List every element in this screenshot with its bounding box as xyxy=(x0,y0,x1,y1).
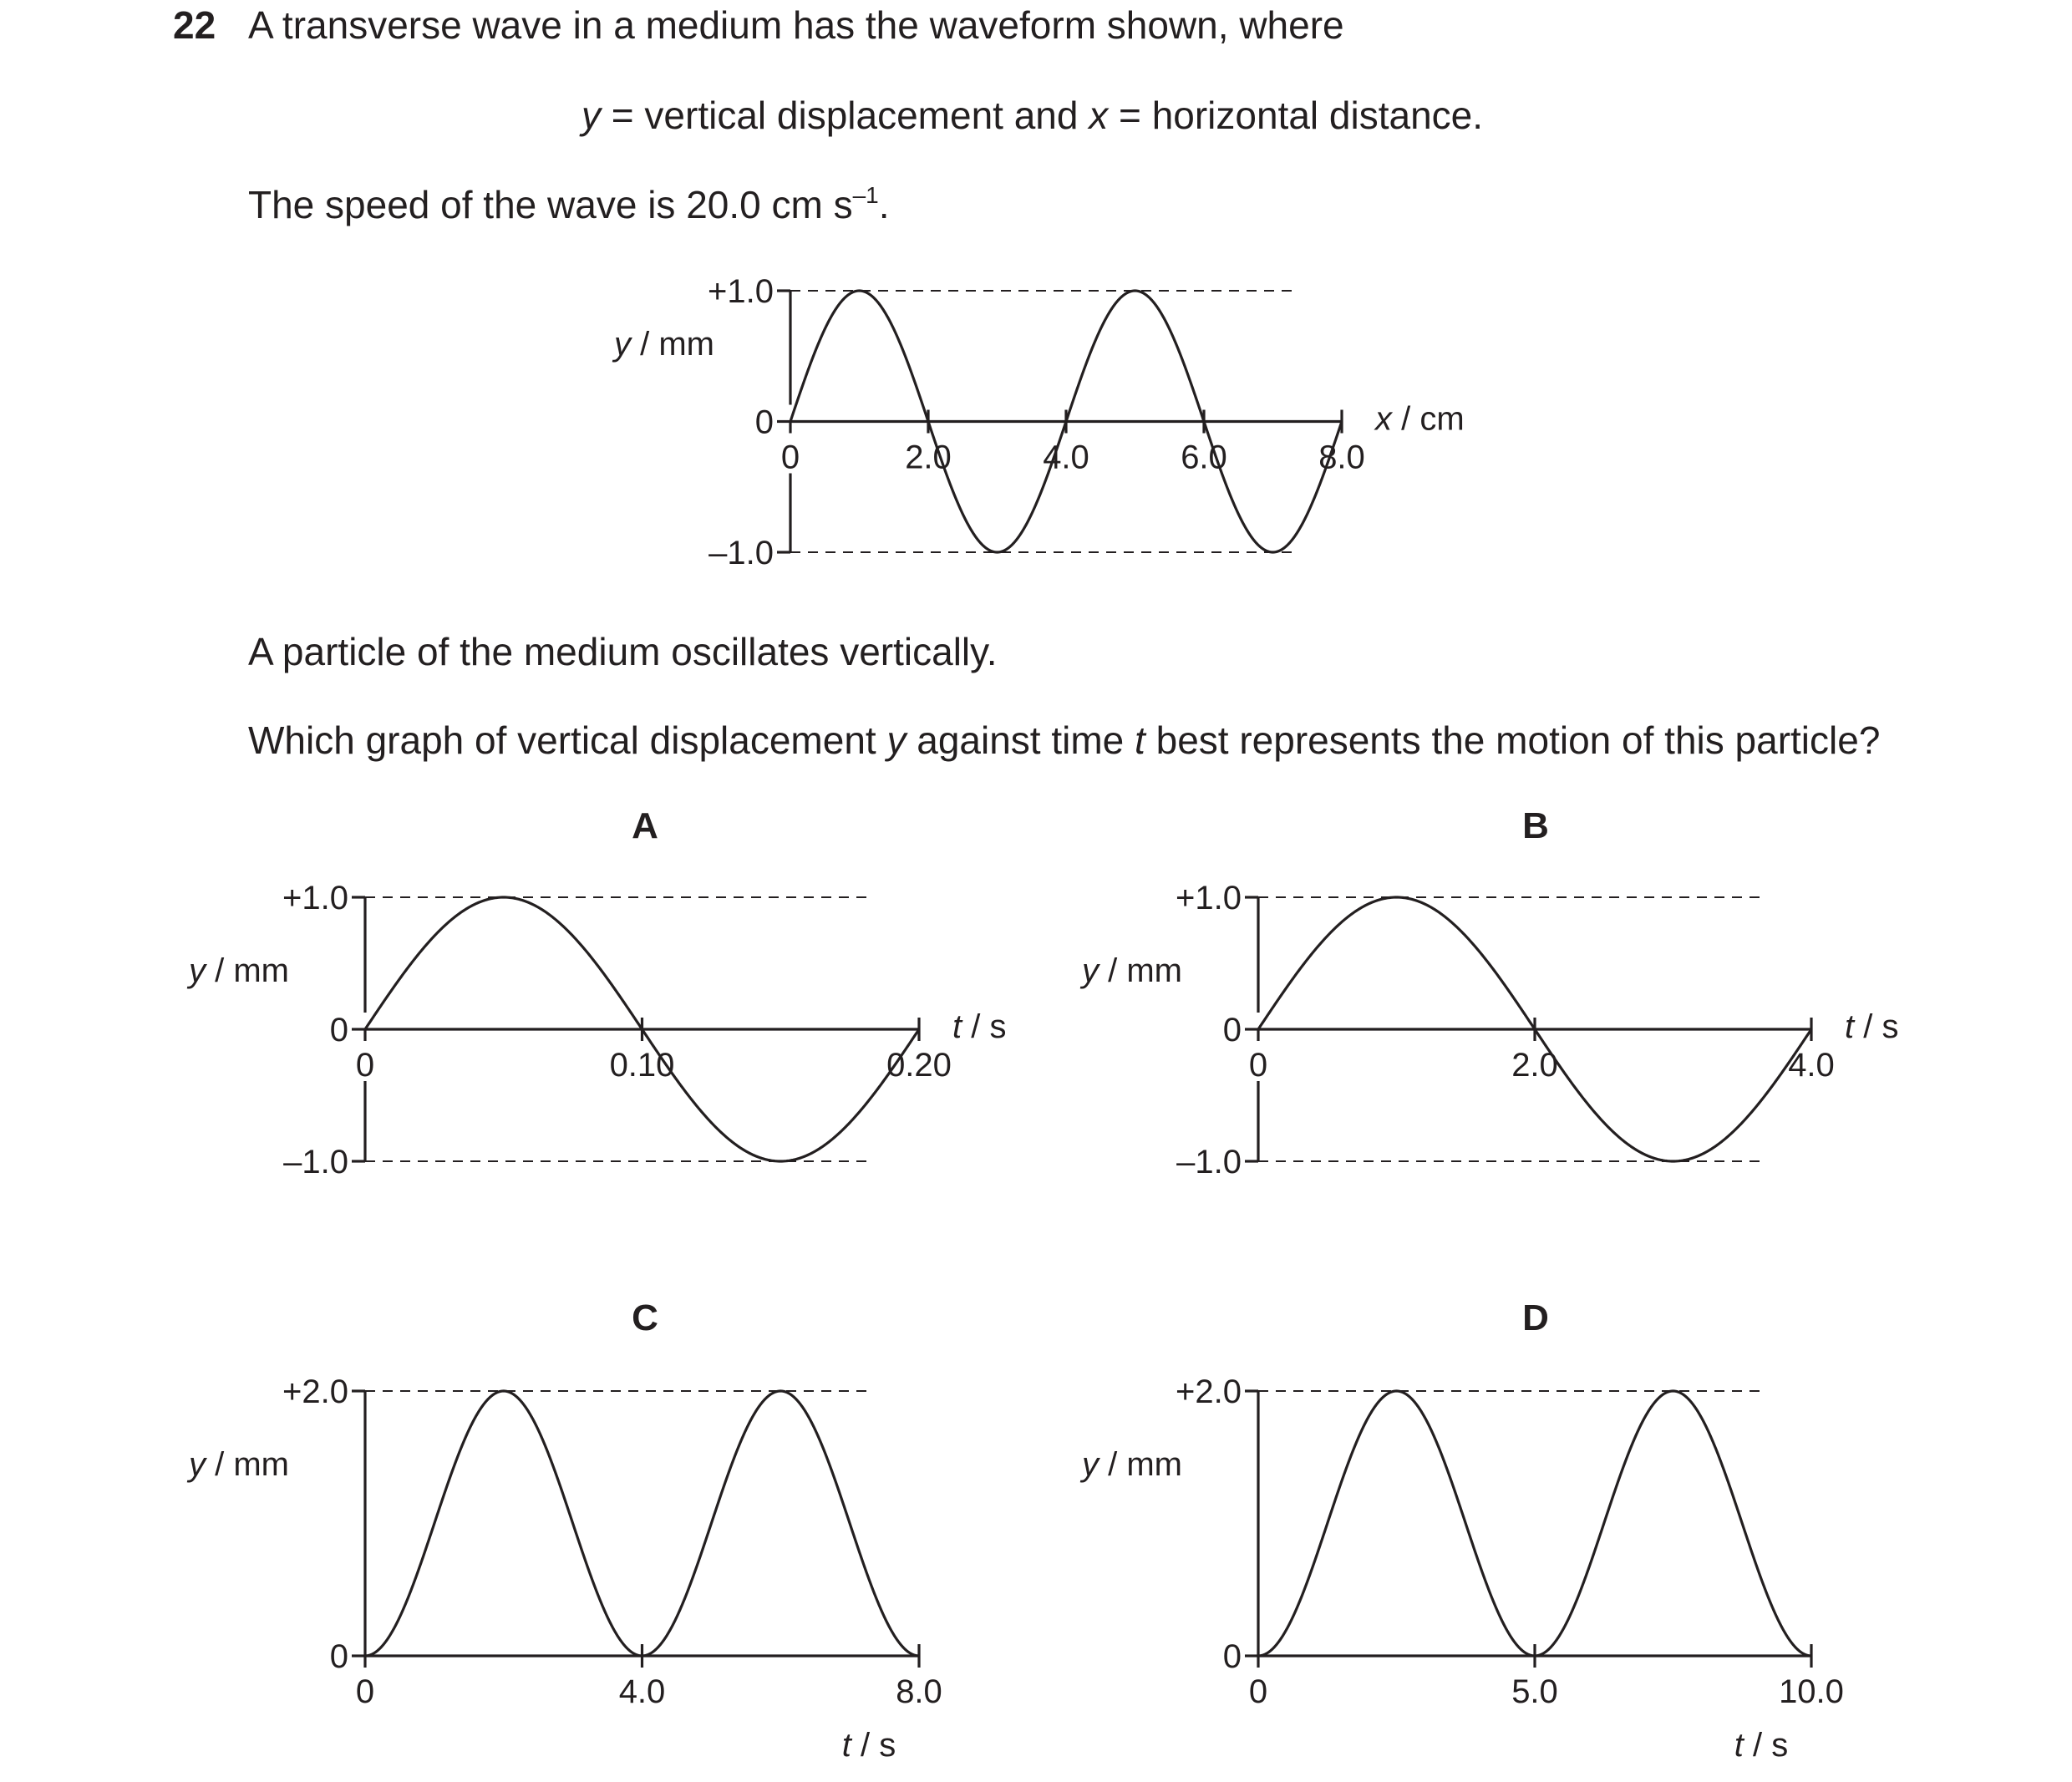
graph-D xyxy=(1079,1373,1844,1764)
x-tick-label: 4.0 xyxy=(618,1673,666,1710)
y-tick-label: –1.0 xyxy=(1176,1144,1242,1180)
x-tick-label: 10.0 xyxy=(1779,1673,1844,1710)
question-number: 22 xyxy=(173,3,216,47)
x-tick-label: 4.0 xyxy=(1043,439,1089,476)
x-tick-label: 8.0 xyxy=(1318,439,1365,476)
y-definition: = vertical displacement and xyxy=(601,94,1089,137)
prompt-part-3: best represents the motion of this particle? xyxy=(1145,718,1881,762)
particle-statement: A particle of the medium oscillates vertically. xyxy=(248,630,998,673)
y-tick-label: 0 xyxy=(754,404,774,441)
y-axis-title: y / mm xyxy=(1082,1446,1182,1483)
y-tick-label: +2.0 xyxy=(282,1373,348,1410)
y-axis-title: y / mm xyxy=(189,952,289,989)
option-a-label: A xyxy=(632,805,658,846)
y-tick-label: +1.0 xyxy=(1176,880,1242,916)
graph-C xyxy=(186,1373,942,1764)
x-tick-label: 0 xyxy=(780,439,800,476)
x-tick-label: 0.20 xyxy=(886,1047,952,1084)
y-tick-label: 0 xyxy=(329,1638,348,1675)
y-variable: y xyxy=(581,94,601,137)
option-d-label: D xyxy=(1522,1297,1549,1338)
graph-waveform xyxy=(612,273,1465,571)
graph-A xyxy=(186,880,1006,1180)
speed-text: The speed of the wave is 20.0 cm s xyxy=(248,183,853,226)
x-axis-title: t / s xyxy=(952,1008,1007,1045)
x-variable: x xyxy=(1089,94,1109,137)
x-tick-label: 2.0 xyxy=(1511,1047,1558,1084)
option-c-label: C xyxy=(632,1297,658,1338)
x-tick-label: 6.0 xyxy=(1181,439,1227,476)
prompt-part-1: Which graph of vertical displacement xyxy=(248,718,887,762)
x-axis-title: t / s xyxy=(1845,1008,1899,1045)
y-axis-title: y / mm xyxy=(614,326,714,363)
y-tick-label: +2.0 xyxy=(1176,1373,1242,1410)
x-axis-title: t / s xyxy=(841,1727,896,1764)
waveform-curve xyxy=(1258,1391,1811,1656)
y-axis-title: y / mm xyxy=(189,1446,289,1483)
y-tick-label: +1.0 xyxy=(708,273,774,310)
y-tick-label: –1.0 xyxy=(708,535,774,571)
prompt-t-variable: t xyxy=(1135,718,1145,762)
x-tick-label: 2.0 xyxy=(905,439,952,476)
waveform-curve xyxy=(365,1391,919,1656)
x-tick-label: 4.0 xyxy=(1788,1047,1835,1084)
y-tick-label: 0 xyxy=(1222,1012,1242,1048)
y-axis-title: y / mm xyxy=(1082,952,1182,989)
y-tick-label: 0 xyxy=(1222,1638,1242,1675)
x-tick-label: 0 xyxy=(1248,1673,1268,1710)
x-tick-label: 0 xyxy=(355,1047,375,1084)
prompt-y-variable: y xyxy=(886,718,906,762)
option-b-label: B xyxy=(1522,805,1549,846)
x-tick-label: 5.0 xyxy=(1511,1673,1558,1710)
speed-end: . xyxy=(878,183,890,226)
question-intro: A transverse wave in a medium has the waveform shown, where xyxy=(248,3,1344,47)
y-tick-label: 0 xyxy=(329,1012,348,1048)
x-axis-title: t / s xyxy=(1734,1727,1789,1764)
speed-exponent: –1 xyxy=(852,182,879,208)
prompt-part-2: against time xyxy=(906,718,1135,762)
x-tick-label: 8.0 xyxy=(896,1673,942,1710)
y-tick-label: +1.0 xyxy=(282,880,348,916)
x-tick-label: 0.10 xyxy=(609,1047,675,1084)
y-tick-label: –1.0 xyxy=(283,1144,348,1180)
x-axis-title: x / cm xyxy=(1375,400,1465,438)
x-definition: = horizontal distance. xyxy=(1108,94,1484,137)
graph-B xyxy=(1079,880,1898,1180)
x-tick-label: 0 xyxy=(355,1673,375,1710)
x-tick-label: 0 xyxy=(1248,1047,1268,1084)
